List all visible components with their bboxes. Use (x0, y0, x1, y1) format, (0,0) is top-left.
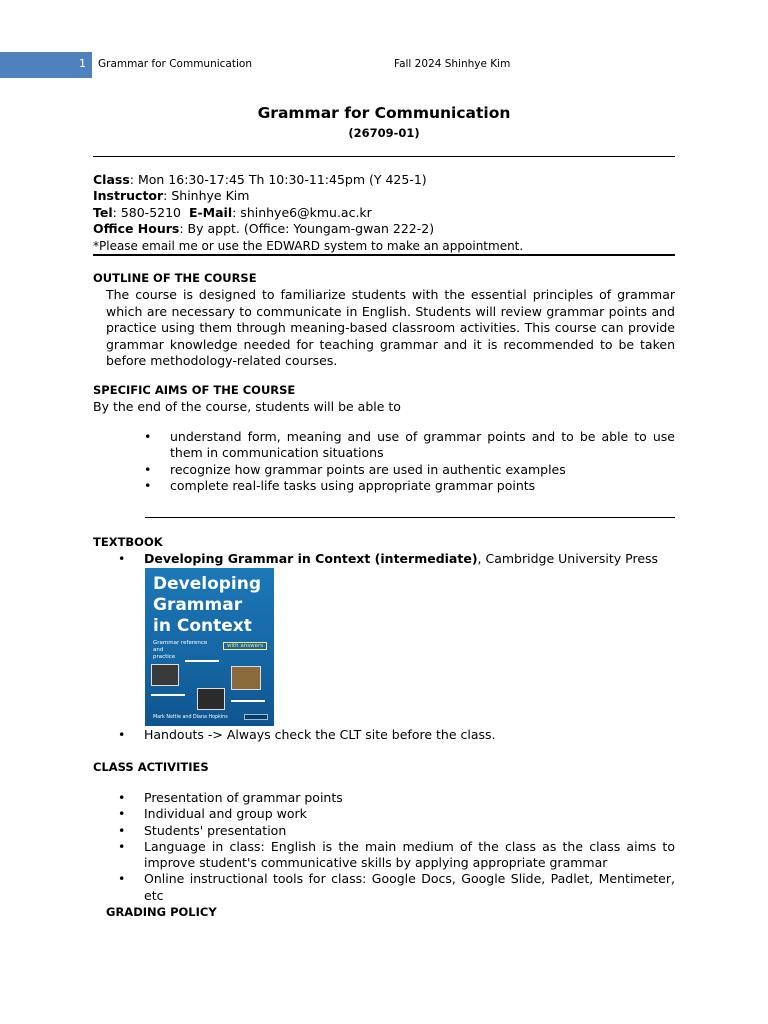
bullet: • (118, 838, 126, 854)
bullet: • (118, 727, 126, 742)
book-title: Developing Grammar in Context (intermediate) (144, 551, 478, 566)
cover-subtitle (153, 640, 217, 661)
contact-line (93, 205, 675, 221)
tel-label: Tel (93, 204, 113, 220)
bullet: • (118, 551, 126, 566)
appointment-note: *Please email me or use the EDWARD system to make an appointment. (93, 238, 524, 253)
activity-text: Language in class: English is the main medium of the class as the class aims to improve student's communicative skills by applying appropriate grammar (144, 838, 675, 871)
cover-badge: with answers (223, 642, 267, 650)
list-item (144, 477, 675, 494)
bullet: • (144, 429, 152, 444)
activity-text: Students' presentation (144, 822, 287, 838)
header-course-title: Grammar for Communication (98, 58, 252, 70)
office-hours-label: Office Hours (93, 221, 180, 237)
cover-subtitle-line: practice (153, 654, 176, 660)
page-header (0, 52, 768, 78)
aim-text: recognize how grammar points are used in authentic examples (170, 461, 566, 477)
divider (93, 254, 675, 256)
class-label: Class (93, 172, 130, 187)
activity-text: Presentation of grammar points (144, 790, 343, 805)
aims-heading: SPECIFIC AIMS OF THE COURSE (93, 383, 296, 397)
aim-text: complete real-life tasks using appropriate grammar points (170, 477, 536, 493)
page-number-box (0, 52, 92, 78)
cover-photo (231, 666, 261, 690)
instructor-value: : Shinhye Kim (163, 188, 250, 204)
instructor-label: Instructor (93, 188, 164, 204)
activity-text: Individual and group work (144, 806, 307, 822)
email-value[interactable]: : shinhye6@kmu.ac.kr (232, 204, 372, 220)
page-number: 1 (79, 57, 86, 70)
list-item (118, 822, 675, 839)
office-hours-value: : By appt. (Office: Youngam-gwan 222-2) (179, 221, 435, 237)
activities-heading: CLASS ACTIVITIES (93, 760, 209, 774)
cover-photo (197, 688, 225, 710)
tel-value: : 580-5210 (112, 204, 189, 220)
bullet: • (118, 822, 126, 838)
list-item (118, 871, 675, 904)
aims-list (144, 429, 675, 494)
cover-photo (151, 664, 179, 686)
divider (93, 156, 675, 157)
bullet: • (118, 790, 126, 805)
document-title: Grammar for Communication (257, 104, 511, 122)
activities-list (118, 790, 675, 904)
textbook-list (118, 551, 675, 567)
cover-stripe (151, 694, 185, 696)
cover-title (153, 574, 261, 637)
cover-authors: Mark Nettle and Diana Hopkins (153, 715, 228, 720)
outline-text: The course is designed to familiarize students with the essential principles of grammar which are necessary to communicate in English. Students will review grammar points and practice using them through meaning-based classroom activities. This course can provide grammar knowledge needed for teaching grammar and it is recommended to be taken before methodology-related courses. (106, 287, 675, 368)
outline-heading: OUTLINE OF THE COURSE (93, 271, 257, 285)
course-info (93, 172, 675, 254)
list-item (144, 429, 675, 462)
grading-heading: GRADING POLICY (106, 905, 217, 919)
aims-intro: By the end of the course, students will be able to (93, 399, 401, 414)
cover-stripe (185, 660, 219, 662)
cover-title-line: Developing (153, 574, 262, 594)
class-value: : Mon 16:30-17:45 Th 10:30-11:45pm (Y 425-1) (129, 172, 427, 187)
cover-title-line: in Context (153, 616, 252, 636)
list-item (118, 790, 675, 806)
header-term: Fall 2024 Shinhye Kim (394, 58, 511, 70)
cover-subtitle-line: Grammar reference and (153, 640, 208, 653)
bullet: • (118, 871, 126, 887)
list-item (118, 838, 675, 872)
instructor-line (93, 188, 675, 204)
bullet: • (144, 477, 152, 493)
class-line (93, 172, 675, 188)
divider (145, 517, 675, 518)
aim-text: understand form, meaning and use of grammar points and to be able to use them in communication situations (170, 429, 675, 461)
book-cover-image (145, 568, 274, 726)
bullet: • (118, 806, 126, 822)
book-publisher: , Cambridge University Press (477, 551, 659, 566)
handouts-text: Handouts -> Always check the CLT site before the class. (144, 727, 496, 742)
list-item (118, 727, 675, 743)
office-hours-line (93, 221, 675, 237)
cover-publisher-logo (244, 714, 268, 720)
list-item (118, 806, 675, 822)
handouts-list (118, 727, 675, 743)
list-item (144, 461, 675, 478)
bullet: • (144, 461, 152, 477)
list-item (118, 551, 675, 567)
course-code: (26709-01) (348, 126, 420, 140)
cover-stripe (231, 700, 265, 702)
cover-title-line: Grammar (153, 595, 243, 615)
activity-text: Online instructional tools for class: Google Docs, Google Slide, Padlet, Mentimeter, etc (144, 871, 675, 903)
email-label: E-Mail (188, 204, 233, 220)
textbook-heading: TEXTBOOK (93, 535, 163, 549)
